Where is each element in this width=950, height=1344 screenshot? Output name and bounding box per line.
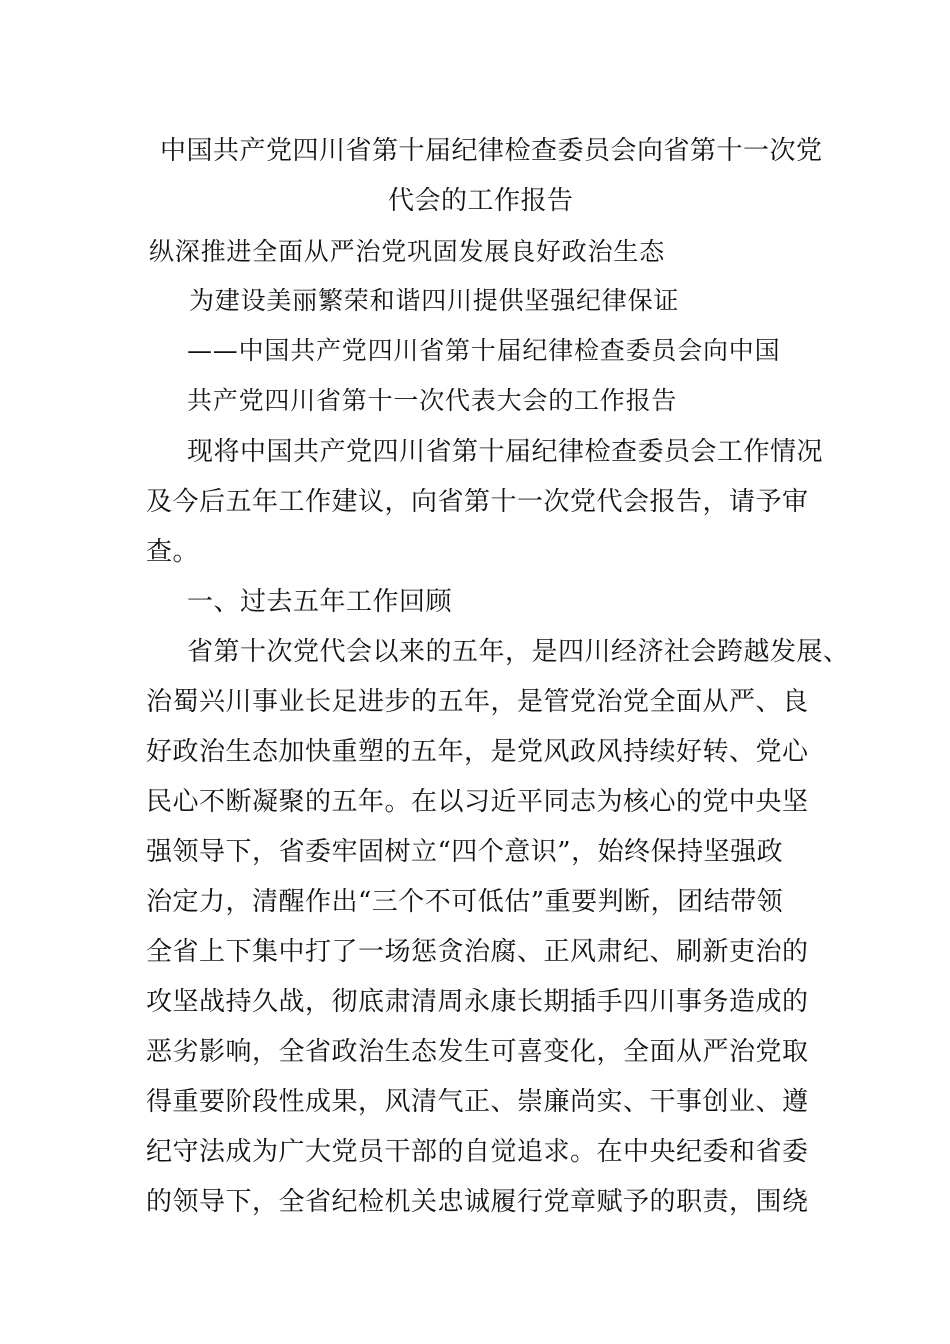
intro-line-2: 及今后五年工作建议，向省第十一次党代会报告，请予审 bbox=[146, 487, 809, 517]
body-line: 治蜀兴川事业长足进步的五年，是管党治党全面从严、良 bbox=[146, 687, 809, 717]
body-line: 民心不断凝聚的五年。在以习近平同志为核心的党中央坚 bbox=[146, 787, 809, 817]
subtitle-line-1: 纵深推进全面从严治党巩固发展良好政治生态 bbox=[149, 237, 666, 266]
body-line: 的领导下，全省纪检机关忠诚履行党章赋予的职责，围绕 bbox=[146, 1187, 809, 1217]
body-line: 攻坚战持久战，彻底肃清周永康长期插手四川事务造成的 bbox=[146, 987, 809, 1017]
body-line: 治定力，清醒作出“三个不可低估”重要判断，团结带领 bbox=[146, 887, 784, 917]
body-line: 恶劣影响，全省政治生态发生可喜变化，全面从严治党取 bbox=[146, 1037, 809, 1067]
body-line: 全省上下集中打了一场惩贪治腐、正风肃纪、刷新吏治的 bbox=[146, 937, 809, 967]
subtitle-line-2: 为建设美丽繁荣和谐四川提供坚强纪律保证 bbox=[189, 286, 680, 315]
intro-line-3: 查。 bbox=[146, 537, 200, 567]
subtitle-line-3: ——中国共产党四川省第十届纪律检查委员会向中国 bbox=[187, 336, 781, 365]
subtitle-line-4: 共产党四川省第十一次代表大会的工作报告 bbox=[187, 386, 678, 415]
document-title-line-2: 代会的工作报告 bbox=[388, 186, 574, 216]
body-line: 得重要阶段性成果，风清气正、崇廉尚实、干事创业、遵 bbox=[146, 1087, 809, 1117]
body-line: 纪守法成为广大党员干部的自觉追求。在中央纪委和省委 bbox=[146, 1137, 809, 1167]
document-title-line-1: 中国共产党四川省第十届纪律检查委员会向省第十一次党 bbox=[160, 136, 823, 166]
body-line: 好政治生态加快重塑的五年，是党风政风持续好转、党心 bbox=[146, 737, 809, 767]
body-line: 省第十次党代会以来的五年，是四川经济社会跨越发展、 bbox=[187, 637, 850, 667]
intro-line-1: 现将中国共产党四川省第十届纪律检查委员会工作情况 bbox=[187, 437, 824, 467]
body-line: 强领导下，省委牢固树立“四个意识”，始终保持坚强政 bbox=[146, 837, 784, 867]
section-heading: 一、过去五年工作回顾 bbox=[187, 587, 453, 617]
